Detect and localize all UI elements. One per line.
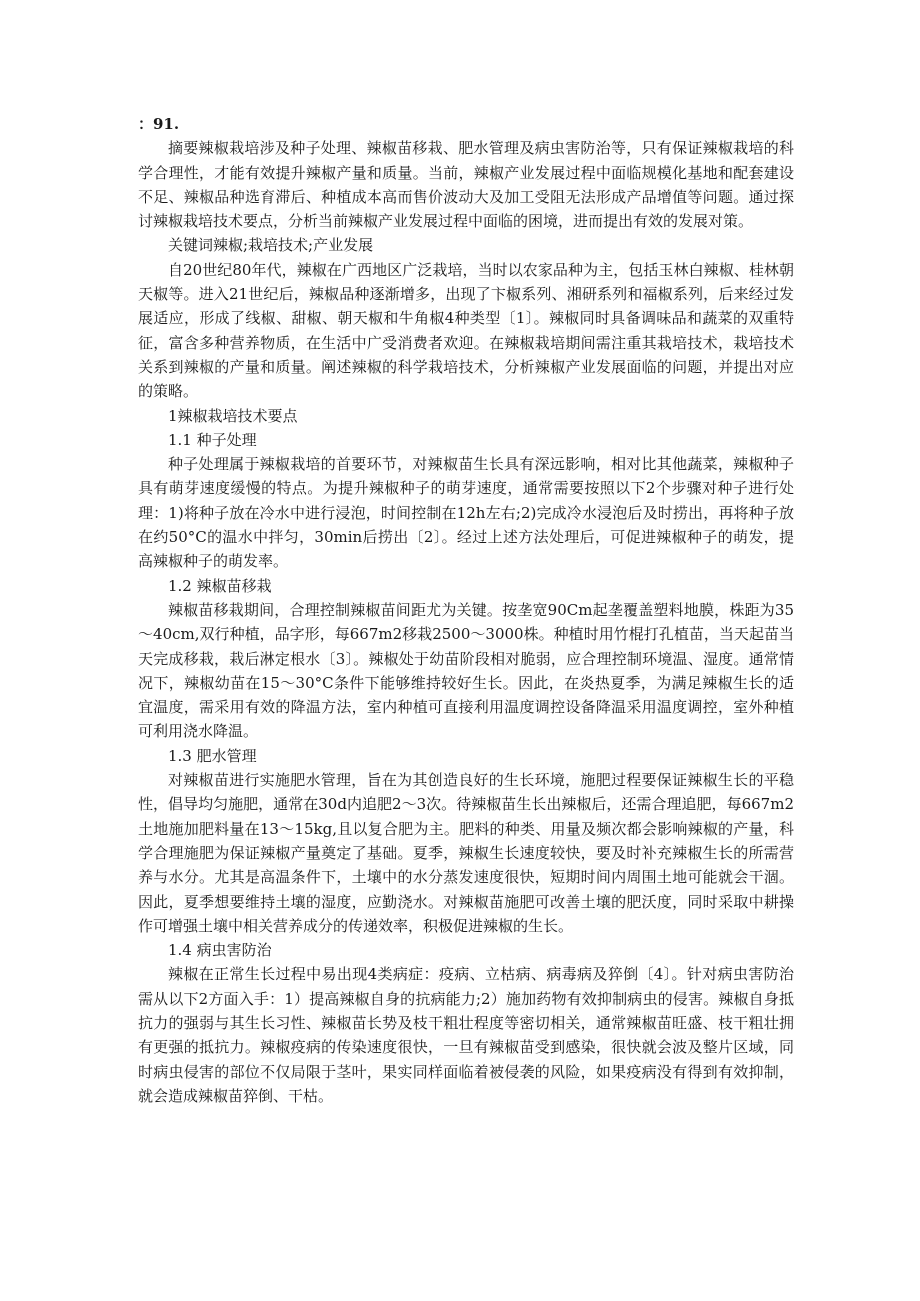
section-heading-1: 1辣椒栽培技术要点 [168,406,298,425]
subsection-heading-1-2: 1.2 辣椒苗移栽 [168,576,272,595]
pest-control-paragraph: 辣椒在正常生长过程中易出现4类病症：疫病、立枯病、病毒病及猝倒〔4〕。针对病虫害防治需从以下2方面入手：1）提高辣椒自身的抗病能力;2）施加药物有效抑制病虫的侵害。辣椒自身抵抗力的强弱与其生长习性、辣椒苗长势及枝干粗壮程度等密切相关，通常辣椒苗旺盛、枝干粗壮拥有更强的抵抗力。辣椒疫病的传染速度很快，一旦有辣椒苗受到感染，很快就会波及整片区域，同时病虫侵害的部位不仅局限于茎叶，果实同样面临着被侵袭的风险，如果疫病没有得到有效抑制，就会造成辣椒苗猝倒、干枯。 [138,965,794,1105]
page-number: ：91. [138,115,180,133]
transplanting-paragraph: 辣椒苗移栽期间，合理控制辣椒苗间距尤为关键。按垄宽90Cm起垄覆盖塑料地膜，株距为35～40cm,双行种植，品字形，每667m2移栽2500～3000株。种植时用竹棍打孔植苗，当天起苗当天完成移栽，栽后淋定根水〔3〕。辣椒处于幼苗阶段相对脆弱，应合理控制环境温、湿度。通常情况下，辣椒幼苗在15～30°C条件下能够维持较好生长。因此，在炎热夏季，为满足辣椒生长的适宜温度，需采用有效的降温方法，室内种植可直接利用温度调控设备降温采用温度调控，室外种植可利用浇水降温。 [138,600,794,741]
fertilizer-water-paragraph: 对辣椒苗进行实施肥水管理，旨在为其创造良好的生长环境，施肥过程要保证辣椒生长的平稳性，倡导均匀施肥，通常在30d内追肥2～3次。待辣椒苗生长出辣椒后，还需合理追肥，每667m2土地施加肥料量在13～15kg,且以复合肥为主。肥料的种类、用量及频次都会影响辣椒的产量，科学合理施肥为保证辣椒产量奠定了基础。夏季，辣椒生长速度较快，要及时补充辣椒生长的所需营养与水分。尤其是高温条件下，土壤中的水分蒸发速度很快，短期时间内周围土地可能就会干涸。因此，夏季想要维持土壤的湿度，应勤浇水。对辣椒苗施肥可改善土壤的肥沃度，同时采取中耕操作可增强土壤中相关营养成分的传递效率，积极促进辣椒的生长。 [138,771,794,935]
subsection-heading-1-3: 1.3 肥水管理 [168,746,257,765]
intro-paragraph: 自20世纪80年代，辣椒在广西地区广泛栽培，当时以农家品种为主，包括玉林白辣椒、桂林朝天椒等。进入21世纪后，辣椒品种逐渐增多，出现了卞椒系列、湘研系列和福椒系列，后来经过发展适应，形成了线椒、甜椒、朝天椒和牛角椒4种类型〔1〕。辣椒同时具备调味品和蔬菜的双重特征，富含多种营养物质，在生活中广受消费者欢迎。在辣椒栽培期间需注重其栽培技术，栽培技术关系到辣椒的产量和质量。阐述辣椒的科学栽培技术，分析辣椒产业发展面临的问题，并提出对应的策略。 [138,260,794,401]
keywords-line: 关键词辣椒;栽培技术;产业发展 [168,236,374,255]
seed-treatment-paragraph: 种子处理属于辣椒栽培的首要环节，对辣椒苗生长具有深远影响，相对比其他蔬菜，辣椒种子具有萌芽速度缓慢的特点。为提升辣椒种子的萌芽速度，通常需要按照以下2个步骤对种子进行处理：1)将种子放在冷水中进行浸泡，时间控制在12h左右;2)完成冷水浸泡后及时捞出，再将种子放在约50°C的温水中拌匀，30min后捞出〔2〕。经过上述方法处理后，可促进辣椒种子的萌发，提高辣椒种子的萌发率。 [138,455,794,571]
abstract-paragraph: 摘要辣椒栽培涉及种子处理、辣椒苗移栽、肥水管理及病虫害防治等，只有保证辣椒栽培的科学合理性，才能有效提升辣椒产量和质量。当前，辣椒产业发展过程中面临规模化基地和配套建设不足、辣椒品种选育滞后、种植成本高而售价波动大及加工受阻无法形成产品增值等问题。通过探讨辣椒栽培技术要点，分析当前辣椒产业发展过程中面临的困境，进而提出有效的发展对策。 [138,139,794,231]
document-page [138,112,794,1108]
subsection-heading-1-1: 1.1 种子处理 [168,430,257,449]
subsection-heading-1-4: 1.4 病虫害防治 [168,941,272,960]
